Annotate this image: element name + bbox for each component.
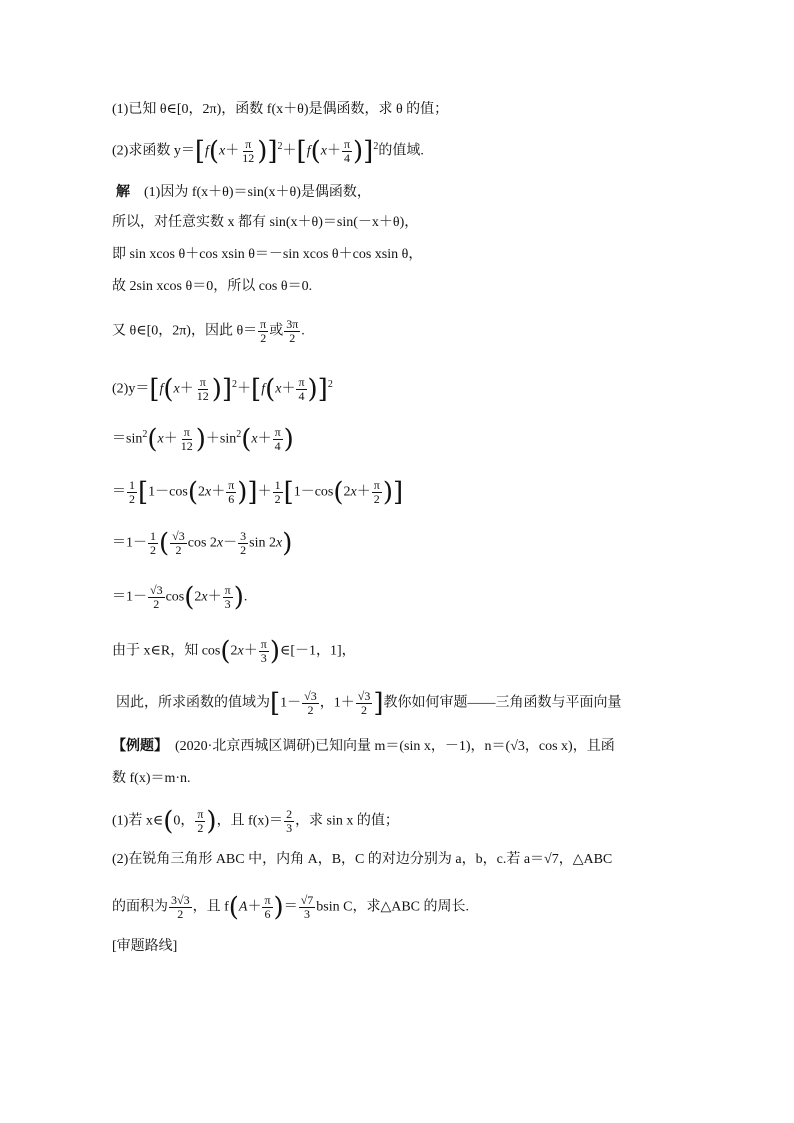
q2-suffix: 的值域. [378,143,424,159]
q2-prefix: (2)求函数 y＝ [112,143,195,159]
solution-step-3: ＝ $\frac{1}{2}$ [1－cos(2x＋ $\frac{\pi}{6}$ )]＋ $\frac{1}{2}$ [1－cos(2x＋ $\frac{\pi}{2}$ )] [112,477,404,508]
solution-step-4: ＝1－ $\frac{1}{2}$ ( $\frac{√3}{2}$ cos 2x－ $\frac{3}{2}$ sin 2x) [112,528,293,559]
solution-line-4: 故 2sin xcos θ＝0，所以 cos θ＝0. [112,279,313,294]
solution-line-1: 解 (1)因为 f(x＋θ)＝sin(x＋θ)是偶函数， [116,185,371,200]
solution-line-5: 又 θ∈[0，2π)，因此 θ＝ $\frac{\pi}{2}$ 或 $\frac{3\pi}{2}$ . [112,317,305,345]
example-part-2: (2)在锐角三角形 ABC 中，内角 A，B，C 的对边分别为 a，b，c.若 a＝√7，△ABC [112,852,613,867]
solution-heading: 解 [116,185,130,200]
solution-step-1: (2)y＝[f(x＋ $\frac{\pi}{12}$ )]$^2$＋[f(x＋ $\frac{\pi}{4}$ )]$^2$ [112,374,333,405]
solution-step-5: ＝1－ $\frac{√3}{2}$ cos(2x＋ $\frac{\pi}{3}$ ). [112,582,248,613]
final-line: 因此，所求函数的值域为[1－ $\frac{√3}{2}$ ，1＋ $\frac{√3}{2}$ ]教你如何审题——三角函数与平面向量 [116,688,622,719]
route-heading: [审题路线] [112,939,178,954]
example-tag: 【例题】 [112,739,161,754]
range-line: 由于 x∈R，知 cos(2x＋ $\frac{\pi}{3}$ )∈[－1，1]， [112,636,356,667]
fraction: $\frac{\pi}{12}$ [242,137,255,165]
solution-line-2: 所以，对任意实数 x 都有 sin(x＋θ)＝sin(－x＋θ)， [112,215,419,230]
example-part-3: 的面积为 $\frac{3√3}{2}$ ，且 f(A＋ $\frac{\pi}{6}$ )＝ $\frac{√7}{3}$ bsin C，求△ABC 的周长. [112,892,470,923]
solution-line-3: 即 sin xcos θ＋cos xsin θ＝－sin xcos θ＋cos xsin θ， [112,247,423,262]
section-title: 教你如何审题——三角函数与平面向量 [383,695,622,711]
example-line-2: 数 f(x)＝m·n. [112,771,191,786]
question-2: (2)求函数 y＝[f(x＋ $\frac{\pi}{12}$ )]$^2$＋[f(x＋ $\frac{\pi}{4}$ )]$^2$的值域. [112,136,424,167]
solution-step-2: $=\sin^2(x+$ $\frac{\pi}{12}$ )$+\sin^2(x+$ $\frac{\pi}{4}$ ) [112,424,294,455]
example-line-1: 【例题】 (2020·北京西城区调研)已知向量 m＝(sin x，－1)，n＝(√3，cos x)，且函 [112,739,615,754]
example-part-1: (1)若 x∈(0， $\frac{\pi}{2}$ )，且 f(x)＝ $\frac{2}{3}$ ，求 sin x 的值； [112,806,399,837]
question-1: (1)已知 θ∈[0，2π)，函数 f(x＋θ)是偶函数，求 θ 的值； [112,102,449,117]
